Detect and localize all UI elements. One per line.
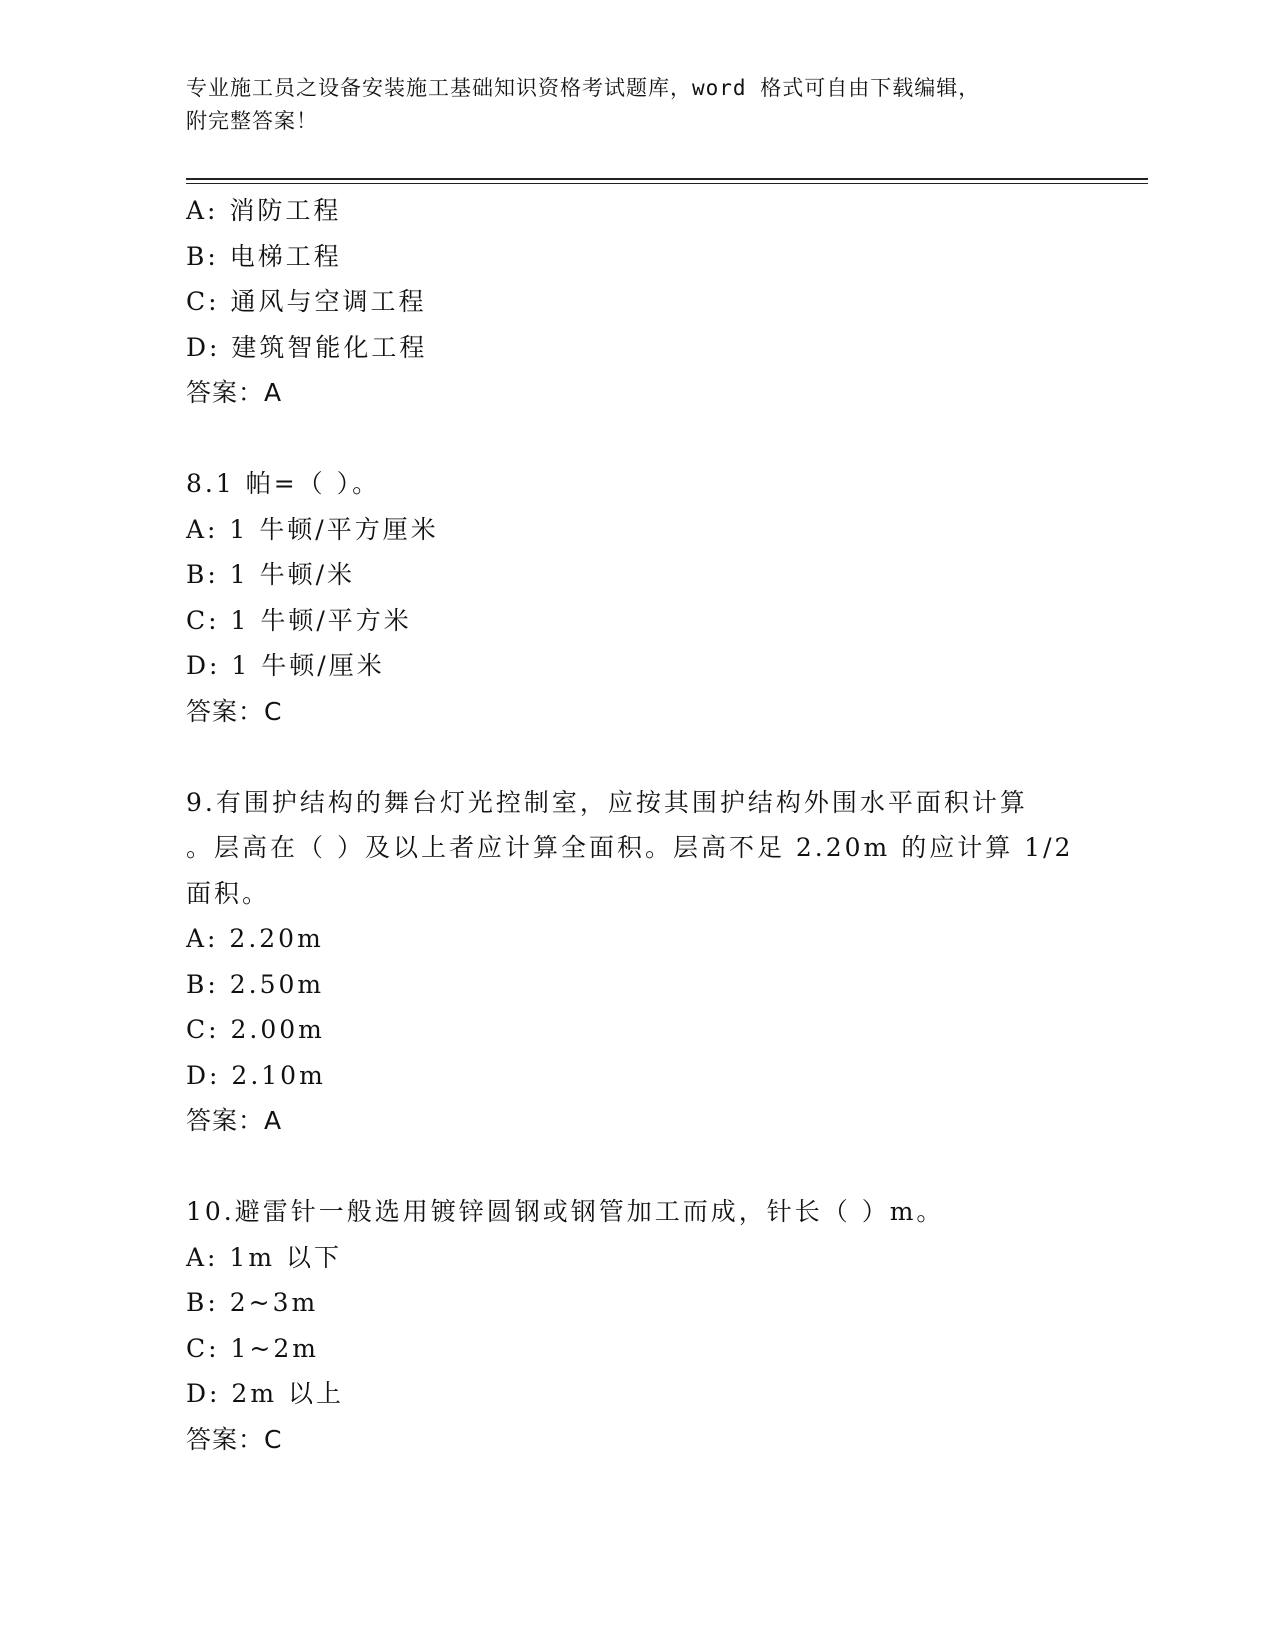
spacer <box>186 734 1086 780</box>
option-b: B: 电梯工程 <box>186 241 342 271</box>
header-line-1: 专业施工员之设备安装施工基础知识资格考试题库，word 格式可自由下载编辑， <box>186 76 981 100</box>
option-b: B: 1 牛顿/米 <box>186 560 356 589</box>
header-line-2: 附完整答案！ <box>186 109 318 133</box>
answer: 答案：A <box>186 1106 283 1135</box>
spacer <box>186 416 1086 462</box>
spacer <box>186 1144 1086 1190</box>
question-stem: 10.避雷针一般选用镀锌圆钢或钢管加工而成，针长（ ）m。 <box>186 1197 945 1226</box>
header-divider-thin <box>186 183 1148 184</box>
option-b: B: 2~3m <box>186 1288 319 1317</box>
question-8 <box>186 461 1086 734</box>
option-c: C: 2.00m <box>186 1015 325 1044</box>
question-stem: 8.1 帕=（ ）。 <box>186 469 381 498</box>
option-d: D: 1 牛顿/厘米 <box>186 651 385 680</box>
question-stem-line-3: 面积。 <box>186 878 271 908</box>
question-list <box>186 188 1086 1462</box>
option-a: A: 1m 以下 <box>186 1242 342 1272</box>
option-d: D: 2m 以上 <box>186 1379 344 1408</box>
question-10 <box>186 1189 1086 1462</box>
option-d: D: 2.10m <box>186 1060 326 1090</box>
option-c: C: 1~2m <box>186 1333 319 1363</box>
question-stem-line-1: 9.有围护结构的舞台灯光控制室，应按其围护结构外围水平面积计算 <box>186 787 1028 817</box>
question-7 <box>186 188 1086 416</box>
option-d: D: 建筑智能化工程 <box>186 332 428 362</box>
answer: 答案：C <box>186 1424 283 1454</box>
option-c: C: 1 牛顿/平方米 <box>186 605 412 635</box>
question-stem-line-2: 。层高在（ ）及以上者应计算全面积。层高不足 2.20m 的应计算 1/2 <box>186 833 1074 862</box>
question-9 <box>186 780 1086 1144</box>
header-divider-thick <box>186 178 1148 180</box>
option-a: A: 2.20m <box>186 924 324 953</box>
answer: 答案：A <box>186 378 283 407</box>
document-header <box>186 72 1086 138</box>
answer: 答案：C <box>186 696 283 726</box>
option-a: A: 消防工程 <box>186 196 342 225</box>
option-a: A: 1 牛顿/平方厘米 <box>186 514 439 544</box>
option-b: B: 2.50m <box>186 969 325 999</box>
option-c: C: 通风与空调工程 <box>186 287 427 316</box>
